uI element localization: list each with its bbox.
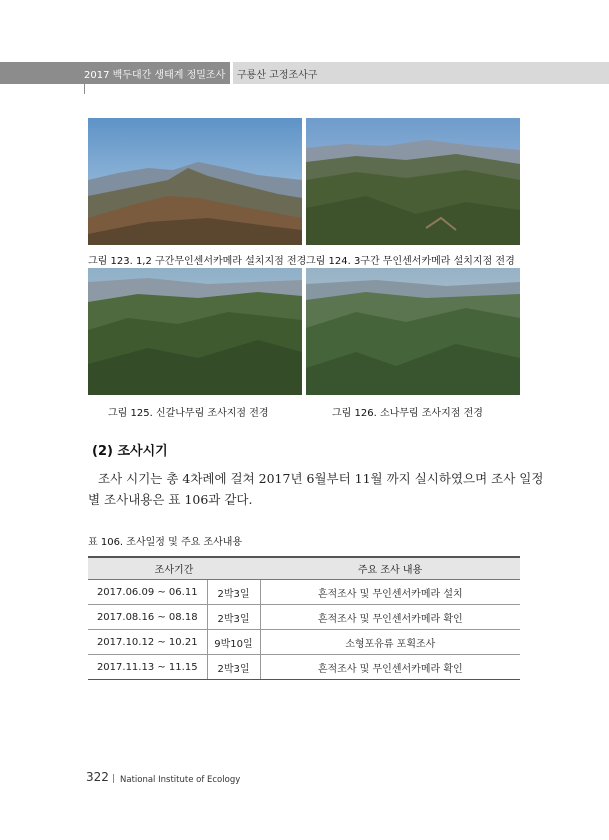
header-tick — [84, 84, 85, 94]
table-row — [88, 655, 520, 680]
cell-duration: 2박3일 — [207, 605, 260, 630]
page-number: 322 — [86, 770, 109, 784]
table-row — [88, 605, 520, 630]
figure-126-caption: 그림 126. 소나무림 조사지점 전경 — [332, 408, 483, 419]
header-content: 주요 조사 내용 — [260, 557, 520, 580]
cell-content: 소형포유류 포획조사 — [260, 630, 520, 655]
body-paragraph-line-1: 조사 시기는 총 4차례에 걸쳐 2017년 6월부터 11월 까지 실시하였으며 조사 일정 — [98, 471, 544, 486]
footer-separator: | — [112, 774, 116, 784]
cell-dates: 2017.10.12 ~ 10.21 — [88, 630, 207, 655]
cell-duration: 2박3일 — [207, 655, 260, 680]
cell-duration: 9박10일 — [207, 630, 260, 655]
cell-content: 흔적조사 및 무인센서카메라 확인 — [260, 655, 520, 680]
cell-dates: 2017.06.09 ~ 06.11 — [88, 580, 207, 605]
body-paragraph-line-2: 별 조사내용은 표 106과 같다. — [88, 492, 253, 507]
running-header-subtitle: 구룡산 고정조사구 — [237, 70, 318, 81]
table-header-row — [88, 557, 520, 580]
figure-124-caption: 그림 124. 3구간 무인센서카메라 설치지점 전경 — [306, 256, 515, 267]
cell-content: 흔적조사 및 무인센서카메라 설치 — [260, 580, 520, 605]
cell-content: 흔적조사 및 무인센서카메라 확인 — [260, 605, 520, 630]
figure-125-photo — [88, 268, 302, 395]
table-row — [88, 630, 520, 655]
figure-123-caption: 그림 123. 1,2 구간무인센서카메라 설치지점 전경 — [88, 256, 307, 267]
section-heading: (2) 조사시기 — [92, 444, 168, 459]
schedule-table — [88, 556, 520, 680]
running-header-title: 2017 백두대간 생태계 정밀조사 — [84, 70, 226, 81]
header-period: 조사기간 — [88, 557, 260, 580]
table-row — [88, 580, 520, 605]
cell-dates: 2017.08.16 ~ 08.18 — [88, 605, 207, 630]
cell-dates: 2017.11.13 ~ 11.15 — [88, 655, 207, 680]
cell-duration: 2박3일 — [207, 580, 260, 605]
header-divider — [230, 62, 233, 84]
figure-125-caption: 그림 125. 신갈나무림 조사지점 전경 — [108, 408, 269, 419]
figure-124-photo — [306, 118, 520, 245]
footer-institute: National Institute of Ecology — [120, 775, 241, 785]
figure-126-photo — [306, 268, 520, 395]
figure-123-photo — [88, 118, 302, 245]
table-title: 표 106. 조사일정 및 주요 조사내용 — [88, 537, 243, 548]
